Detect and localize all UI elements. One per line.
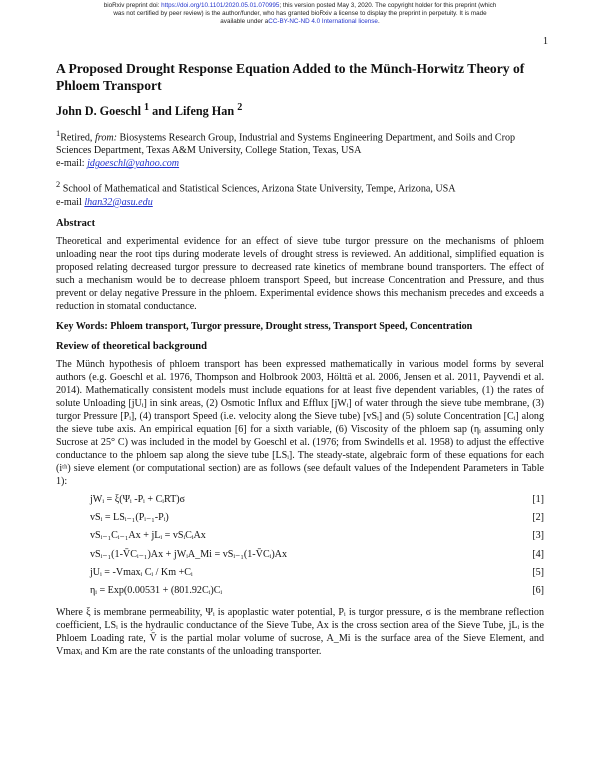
equation-list (56, 494, 544, 604)
equation-row (56, 494, 544, 512)
equation: vSᵢ = LSᵢ₋₁(Pᵢ₋₁-Pᵢ) (90, 512, 169, 524)
aff-text: Biosystems Research Group, Industrial and Systems Engineering Department, and Soils and Crop Sciences Department, Texas A&M University, College Station, Texas, USA (56, 132, 516, 157)
aff-text: Retired, (60, 132, 95, 144)
email-link[interactable]: jdgoeschl@yahoo.com (87, 158, 180, 170)
notice-text: ; this version posted May 3, 2020. The copyright holder for this preprint (which (279, 2, 497, 9)
affiliation-2 (56, 178, 544, 208)
paper-title: A Proposed Drought Response Equation Added to the Münch-Horwitz Theory of Phloem Transport (56, 61, 525, 93)
notice-text: bioRxiv preprint doi: (103, 2, 162, 9)
equation: jUᵢ = -Vmaxᵢ Cᵢ / Km +Cᵢ (90, 566, 193, 578)
definitions-paragraph: Where ξ is membrane permeability, Ψᵢ is apoplastic water potential, Pᵢ is turgor pressure, ϭ is the membrane reflection coefficient, LSᵢ is the hydraulic conductance of the Sieve Tube, Ax is the cross section area of the Sieve Tube, jLᵢ is the Phloem Loading rate, V̄ is the partial molar volume of sucrose, A_Mi is the surface area of the Sieve Element, and Vmaxᵢ and Km are the rate constants of the unloading transporter. (56, 606, 544, 657)
email-link[interactable]: lhan32@asu.edu (84, 196, 153, 208)
equation-number: [1] (532, 493, 544, 505)
affiliation-1 (56, 127, 544, 170)
equation-row (56, 512, 544, 530)
equation: vSᵢ₋₁(1-V̄Cᵢ₋₁)Ax + jWᵢA_Mi = vSᵢ₋₁(1-V̄Cᵢ)Ax (90, 548, 288, 560)
author-and: and (149, 104, 175, 119)
abstract-text: Theoretical and experimental evidence for an effect of sieve tube turgor pressure on the mechanisms of phloem unloading near the root tips during moderate levels of drought stress is reviewed. An additional, simplified equation is proposed relating decreased turgor pressure to decreased rate kinetics of membrane bound transporters. The effect of such a mechanism would be to decrease phloem transport Speed, but increase Concentration and Pressure, and thus prevent or delay negative Pressure in the phloem. Experimental evidence shows this mechanism precedes and exceeds a reduction in stomatal conductance. (56, 235, 544, 312)
page-number: 1 (543, 36, 548, 47)
equation: vSᵢ₋₁Cᵢ₋₁Ax + jLᵢ = vSᵢCᵢAx (90, 530, 206, 542)
author-name: Lifeng Han (174, 104, 235, 119)
doi-link[interactable]: https://doi.org/10.1101/2020.05.01.070995 (161, 2, 280, 9)
keywords: Key Words: Phloem transport, Turgor pressure, Drought stress, Transport Speed, Concentration (56, 320, 473, 332)
equation-row (56, 567, 544, 585)
email-label: e-mail (56, 196, 85, 208)
equation-number: [2] (532, 512, 544, 524)
email-label: e-mail: (56, 158, 88, 170)
author-sup: 1 (144, 102, 150, 113)
equation: ηᵢ = Exp(0.00531 + (801.92Cᵢ)Cᵢ (90, 585, 223, 597)
equation-row (56, 530, 544, 548)
review-heading: Review of theoretical background (56, 340, 207, 352)
equation-number: [6] (532, 585, 544, 597)
author-name: John D. Goeschl (56, 104, 141, 119)
license-link[interactable]: CC-BY-NC-ND 4.0 International license (268, 17, 378, 25)
equation-row (56, 549, 544, 567)
equation-number: [5] (532, 566, 544, 578)
author-line (56, 102, 544, 119)
notice-text: was not certified by peer review) is the author/funder, who has granted bioRxiv a license to display the preprint in perpetuity. It is made (113, 9, 487, 17)
aff-text: School of Mathematical and Statistical Sciences, Arizona State University, Tempe, Arizona, USA (60, 183, 456, 195)
equation-number: [4] (532, 548, 544, 560)
review-paragraph: The Münch hypothesis of phloem transport has been expressed mathematically in various model forms by several authors (e.g. Goeschl et al. 1976, Thompson and Holbrook 2003, Hölttä et al. 2006, Jensen et al. 2011, Payvendi et al. 2014). Mathematically consistent models must include equations for at least five dependent variables, (1) the rates of solute Unloading [jUᵢ] in sink areas, (2) Osmotic Influx and Efflux [jWᵢ] of water through the sieve tube membrane, (3) turgor Pressure [Pᵢ], (4) transport Speed (i.e. velocity along the Sieve tube) [vSᵢ] and (5) solute Concentration [Cᵢ] along the sieve tube axis. An empirical equation [6] for a sixth variable, (6) Viscosity of the phloem sap (ηᵢ assuming only Sucrose at 25° C) was included in the model by Goeschl et al. (1976; from Swindells et al. 1958) to adjust the effective conductance to the phloem sap along the sieve tube [LSᵢ]. The steady-state, algebraic form of these equations for each (iᵗʰ) sieve element (or computational section) are as follows (see default values of the Independent Parameters in Table 1): (56, 358, 544, 487)
equation-row (56, 585, 544, 603)
aff-sup: 1 (56, 129, 61, 139)
aff-text: from: (94, 132, 118, 144)
paper-body (56, 60, 544, 658)
abstract-heading: Abstract (56, 217, 96, 229)
equation: jWᵢ = ξ(Ψᵢ -Pᵢ + CᵢRT)ϭ (90, 493, 185, 505)
notice-text: . (377, 17, 380, 25)
preprint-notice (56, 2, 544, 25)
author-sup: 2 (237, 102, 243, 113)
aff-sup: 2 (56, 180, 61, 190)
equation-number: [3] (532, 530, 544, 542)
notice-text: available under a (220, 17, 269, 25)
